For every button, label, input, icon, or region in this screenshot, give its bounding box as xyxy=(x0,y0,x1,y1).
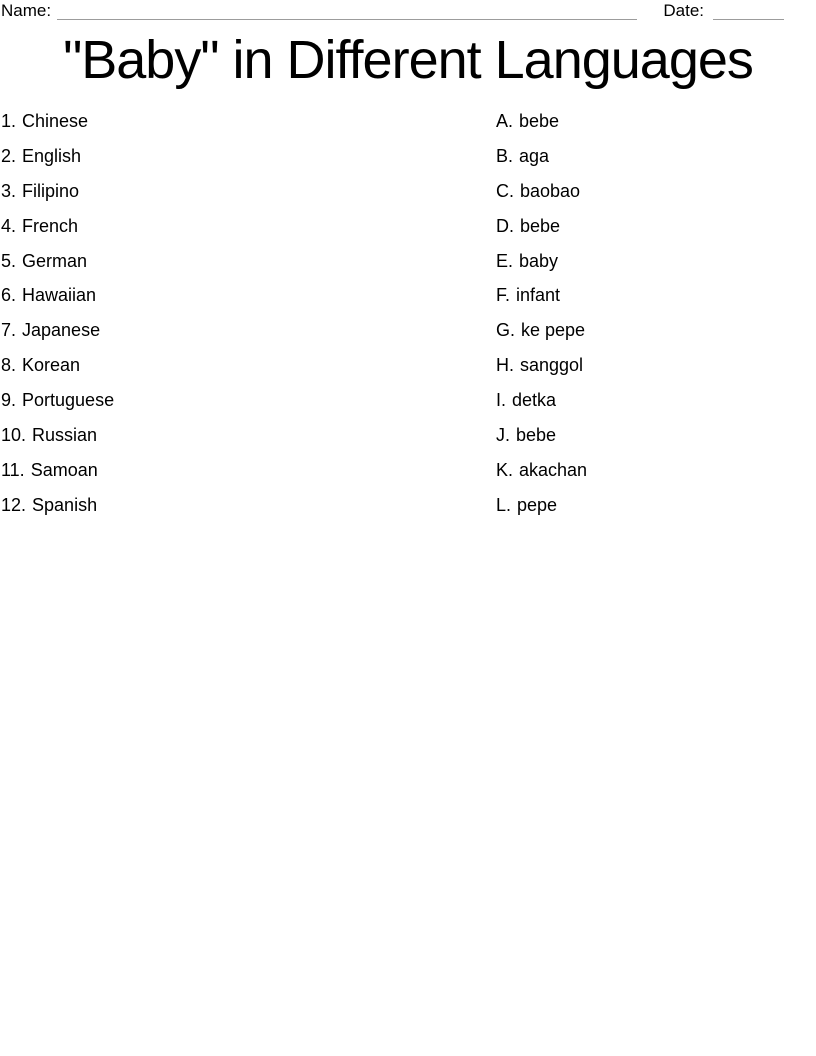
question-row xyxy=(1,174,114,209)
question-number: 3. xyxy=(1,180,17,201)
question-number: 12. xyxy=(1,494,27,515)
question-number: 7. xyxy=(1,320,17,341)
question-text: Spanish xyxy=(32,494,98,515)
answer-letter: J. xyxy=(496,424,511,445)
question-row xyxy=(1,453,114,488)
question-number: 4. xyxy=(1,215,17,236)
answer-row xyxy=(496,278,587,313)
question-row xyxy=(1,278,114,313)
question-row xyxy=(1,313,114,348)
answer-row xyxy=(496,209,587,244)
question-row xyxy=(1,139,114,174)
answer-letter: F. xyxy=(496,285,511,306)
question-row xyxy=(1,244,114,279)
answer-letter: C. xyxy=(496,180,514,201)
answer-text: ke pepe xyxy=(521,320,586,341)
question-number: 5. xyxy=(1,250,17,271)
answer-letter: D. xyxy=(496,215,514,236)
question-text: Filipino xyxy=(22,180,80,201)
question-row xyxy=(1,209,114,244)
question-text: Chinese xyxy=(22,110,89,131)
answer-text: bebe xyxy=(516,424,557,445)
answer-letter: K. xyxy=(496,459,514,480)
answer-letter: I. xyxy=(496,390,507,411)
question-text: Hawaiian xyxy=(22,285,97,306)
answer-text: baobao xyxy=(520,180,581,201)
answer-row xyxy=(496,348,587,383)
answer-row xyxy=(496,244,587,279)
answer-letter: G. xyxy=(496,320,516,341)
name-label: Name: xyxy=(1,1,52,20)
questions-column xyxy=(1,104,114,523)
question-text: Russian xyxy=(32,424,98,445)
date-blank-line xyxy=(713,2,784,20)
question-text: Samoan xyxy=(30,459,98,480)
answer-row xyxy=(496,174,587,209)
answer-text: bebe xyxy=(519,110,560,131)
answer-row xyxy=(496,453,587,488)
answer-text: aga xyxy=(519,145,550,166)
question-number: 1. xyxy=(1,110,17,131)
question-number: 8. xyxy=(1,355,17,376)
answer-row xyxy=(496,418,587,453)
question-row xyxy=(1,488,114,523)
answer-row xyxy=(496,488,587,523)
question-number: 10. xyxy=(1,424,27,445)
date-label: Date: xyxy=(663,1,704,20)
answer-letter: L. xyxy=(496,494,512,515)
answer-text: pepe xyxy=(517,494,558,515)
answer-letter: E. xyxy=(496,250,514,271)
answer-text: bebe xyxy=(520,215,561,236)
answer-text: baby xyxy=(519,250,559,271)
question-row xyxy=(1,104,114,139)
answer-row xyxy=(496,383,587,418)
worksheet-title: "Baby" in Different Languages xyxy=(63,30,753,90)
question-number: 2. xyxy=(1,145,17,166)
question-row xyxy=(1,348,114,383)
answers-column xyxy=(496,104,587,523)
question-row xyxy=(1,383,114,418)
question-number: 6. xyxy=(1,285,17,306)
question-text: German xyxy=(22,250,88,271)
question-text: Korean xyxy=(22,355,81,376)
question-text: English xyxy=(22,145,82,166)
answer-letter: A. xyxy=(496,110,514,131)
answer-letter: H. xyxy=(496,355,514,376)
question-row xyxy=(1,418,114,453)
answer-row xyxy=(496,139,587,174)
answer-row xyxy=(496,104,587,139)
question-text: Portuguese xyxy=(22,390,115,411)
answer-row xyxy=(496,313,587,348)
name-blank-line xyxy=(57,2,637,20)
answer-text: akachan xyxy=(519,459,588,480)
question-number: 11. xyxy=(1,459,25,480)
question-text: Japanese xyxy=(22,320,101,341)
question-number: 9. xyxy=(1,390,17,411)
answer-text: sanggol xyxy=(520,355,584,376)
worksheet-header xyxy=(1,1,784,20)
answer-text: detka xyxy=(512,390,557,411)
answer-letter: B. xyxy=(496,145,514,166)
answer-text: infant xyxy=(516,285,561,306)
question-text: French xyxy=(22,215,79,236)
